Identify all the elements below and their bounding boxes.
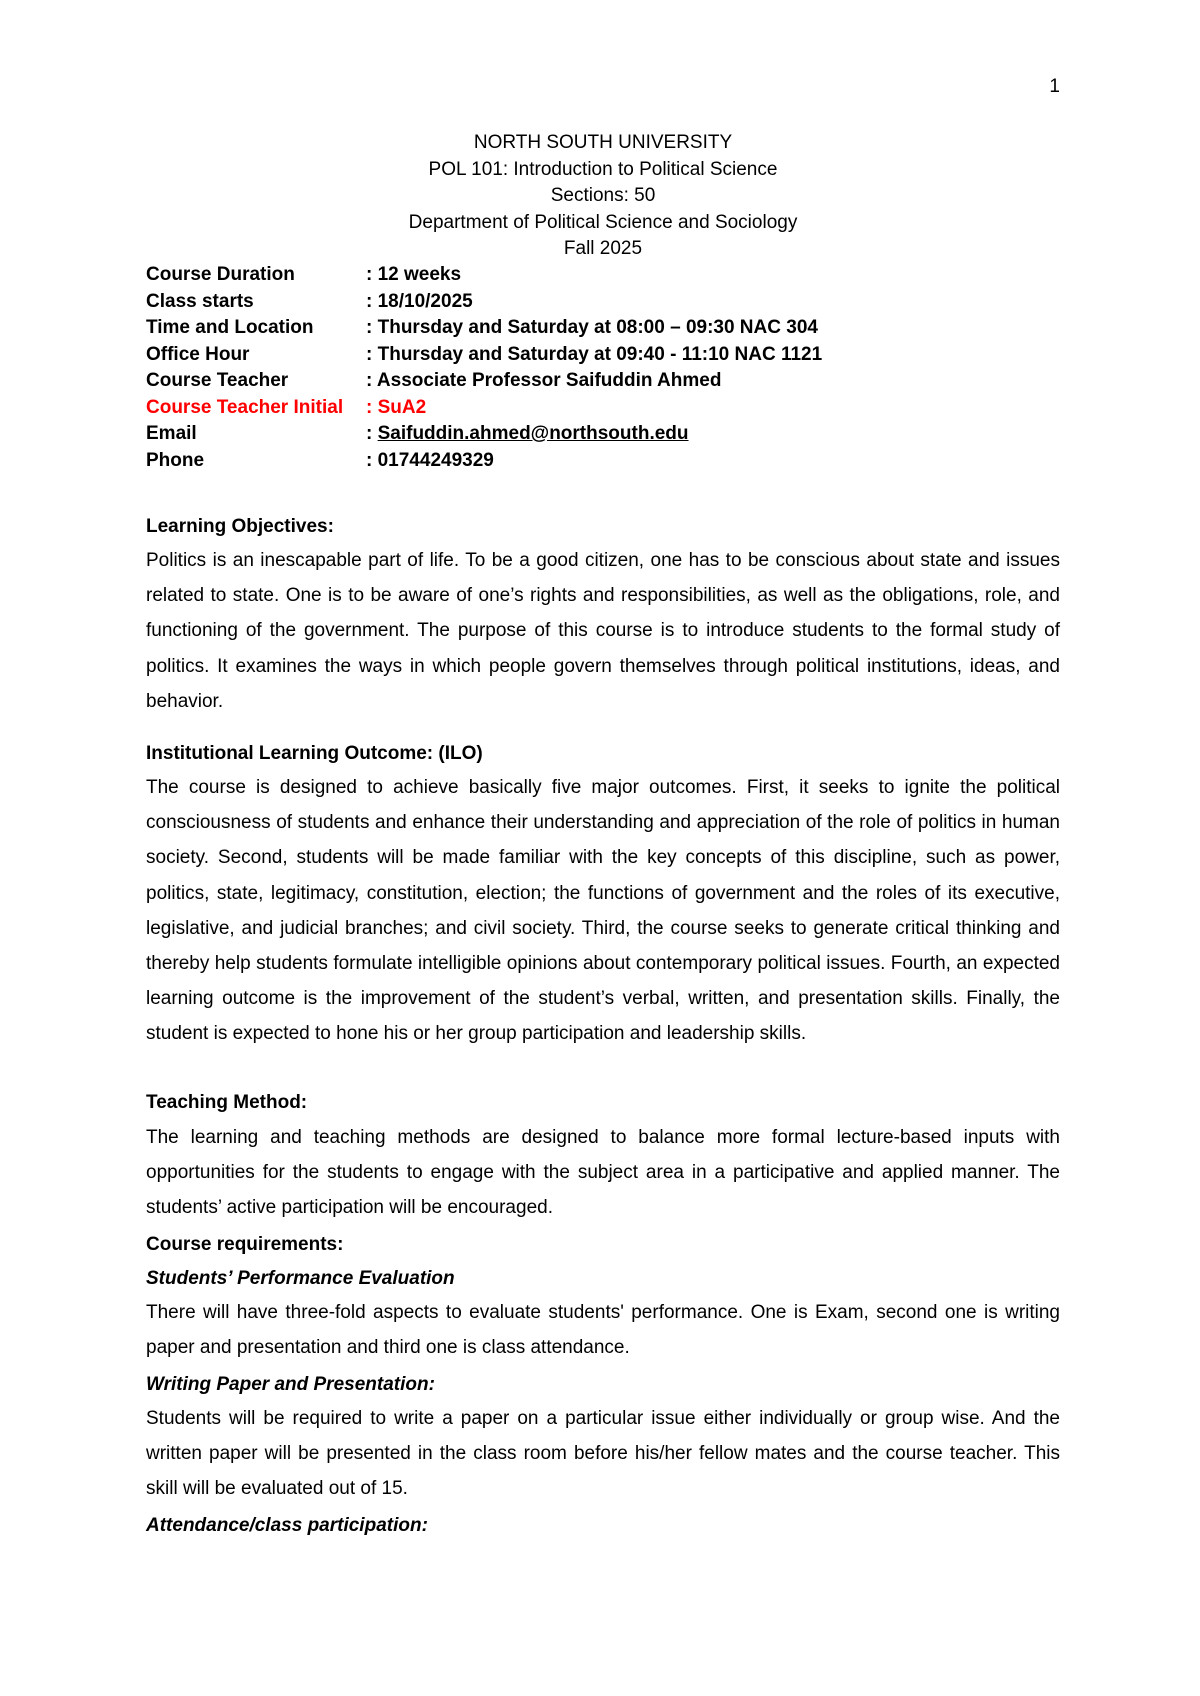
writing-paper-text: Students will be required to write a paper on a particular issue either individually or group wise. And the written paper will be presented in the class room before his/her fellow mates and the course teacher. This skill will be evaluated out of 15. bbox=[146, 1408, 1060, 1500]
info-value: : 01744249329 bbox=[366, 449, 494, 471]
info-value: : 12 weeks bbox=[366, 264, 462, 285]
info-label: Course Teacher Initial bbox=[146, 396, 344, 418]
info-value: : Thursday and Saturday at 08:00 – 09:30 NAC 304 bbox=[366, 317, 818, 338]
email-link[interactable]: Saifuddin.ahmed@northsouth.edu bbox=[377, 423, 689, 444]
info-label: Course Teacher bbox=[146, 370, 289, 391]
performance-evaluation-heading: Students’ Performance Evaluation bbox=[146, 1268, 455, 1289]
course-sections: Sections: 50 bbox=[550, 185, 656, 206]
performance-evaluation-text: There will have three-fold aspects to evaluate students' performance. One is Exam, second one is writing paper and presentation and third one is class attendance. bbox=[146, 1302, 1060, 1359]
ilo-text: The course is designed to achieve basically five major outcomes. First, it seeks to ignite the political consciousness of students and enhance their understanding and appreciation of the role of politics in human society. Second, students will be made familiar with the key concepts of this discipline, such as power, politics, state, legitimacy, constitution, election; the functions of government and the roles of its executive, legislative, and judicial branches; and civil society. Third, the course seeks to generate critical thinking and thereby help students formulate intelligible opinions about contemporary political issues. Fourth, an expected learning outcome is the improvement of the student’s verbal, written, and presentation skills. Finally, the student is expected to hone his or her group participation and leadership skills. bbox=[146, 777, 1060, 1045]
document-header bbox=[146, 130, 1060, 263]
info-label: Phone bbox=[146, 449, 205, 471]
info-value: : 18/10/2025 bbox=[366, 290, 473, 312]
learning-objectives-heading: Learning Objectives: bbox=[146, 516, 334, 537]
teaching-method-heading: Teaching Method: bbox=[146, 1092, 308, 1113]
info-label: Office Hour bbox=[146, 343, 250, 365]
info-value: : Associate Professor Saifuddin Ahmed bbox=[366, 370, 722, 391]
email-prefix: : bbox=[366, 423, 378, 444]
info-row-time-location bbox=[146, 315, 822, 342]
info-value: : Thursday and Saturday at 09:40 - 11:10 NAC 1121 bbox=[366, 343, 823, 365]
info-value bbox=[366, 421, 689, 448]
ilo-heading: Institutional Learning Outcome: (ILO) bbox=[146, 743, 483, 764]
page-number: 1 bbox=[1049, 76, 1060, 97]
info-label: Email bbox=[146, 423, 197, 444]
university-name: NORTH SOUTH UNIVERSITY bbox=[473, 132, 733, 153]
info-label: Time and Location bbox=[146, 317, 314, 338]
course-term: Fall 2025 bbox=[563, 238, 643, 259]
info-row-office-hour bbox=[146, 342, 822, 369]
attendance-heading: Attendance/class participation: bbox=[146, 1515, 428, 1536]
course-info-table bbox=[146, 262, 822, 474]
learning-objectives-text: Politics is an inescapable part of life. To be a good citizen, one has to be conscious about state and issues related to state. One is to be aware of one’s rights and responsibilities, as well as the obligations, role, and functioning of the government. The purpose of this course is to introduce students to the formal study of politics. It examines the ways in which people govern themselves through political institutions, ideas, and behavior. bbox=[146, 550, 1060, 712]
info-row-class-starts bbox=[146, 289, 822, 316]
course-requirements-heading: Course requirements: bbox=[146, 1234, 344, 1255]
writing-paper-heading: Writing Paper and Presentation: bbox=[146, 1374, 435, 1395]
info-value: : SuA2 bbox=[366, 396, 427, 418]
info-row-email bbox=[146, 421, 822, 448]
info-row-course-duration bbox=[146, 262, 822, 289]
info-label: Class starts bbox=[146, 290, 254, 312]
course-title: POL 101: Introduction to Political Science bbox=[428, 158, 778, 180]
teaching-method-text: The learning and teaching methods are designed to balance more formal lecture-based inputs with opportunities for the students to engage with the subject area in a participative and applied manner. The students’ active participation will be encouraged. bbox=[146, 1127, 1060, 1219]
info-row-teacher-initial bbox=[146, 395, 822, 422]
info-row-phone bbox=[146, 448, 822, 475]
department-name: Department of Political Science and Sociology bbox=[408, 211, 798, 233]
info-row-course-teacher bbox=[146, 368, 822, 395]
info-label: Course Duration bbox=[146, 264, 295, 285]
